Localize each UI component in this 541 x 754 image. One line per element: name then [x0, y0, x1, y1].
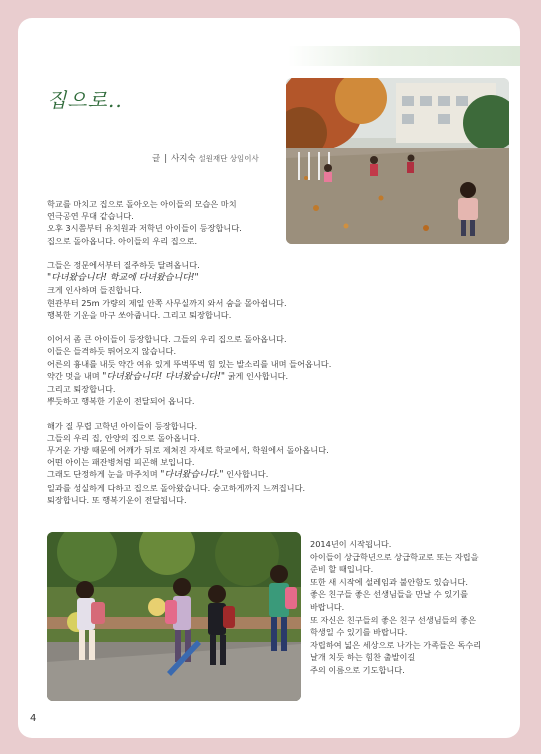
text-segment: 이어서 좀 큰 아이들이 등장합니다. 그들의 우리 집으로 돌아옵니다.	[47, 334, 287, 345]
text-line	[47, 395, 377, 407]
text-line	[47, 259, 377, 271]
text-segment: 인사합니다.	[223, 469, 269, 480]
text-line	[47, 370, 377, 383]
handwritten-quote: "다녀왔습니다! 다녀왔습니다!"	[102, 371, 225, 382]
text-line	[47, 198, 377, 210]
paragraph	[47, 198, 377, 247]
side-text-line: 또한 새 시작에 설레임과 불안함도 있습니다.	[310, 576, 468, 587]
text-line	[47, 494, 377, 506]
text-segment: 그들의 우리 집, 안양의 집으로 돌아옵니다.	[47, 432, 200, 443]
paragraph	[47, 420, 377, 506]
article-body	[47, 198, 377, 518]
text-line	[47, 456, 377, 468]
text-line	[47, 482, 377, 494]
side-text	[310, 538, 510, 677]
byline	[152, 152, 259, 164]
side-text-line: 2014년이 시작됩니다.	[310, 539, 392, 549]
handwritten-quote: "다녀왔습니다! 학교에 다녀왔습니다!"	[47, 273, 199, 284]
text-segment: 연극공연 무대 같습니다.	[47, 211, 134, 222]
text-line	[47, 222, 377, 234]
text-line	[47, 235, 377, 247]
side-text-line: 바랍니다.	[310, 601, 345, 612]
text-segment: 어떤 아이는 패잔병처럼 피곤해 보입니다.	[47, 457, 195, 468]
side-text-line: 학생일 수 있기를 바랍니다.	[310, 627, 408, 638]
byline-separator: |	[164, 154, 168, 164]
handwritten-quote: "다녀왔습니다."	[160, 470, 224, 481]
article-title: 집으로..	[47, 88, 123, 112]
text-line	[47, 271, 377, 284]
header-accent-band	[288, 46, 520, 66]
text-line	[47, 210, 377, 222]
text-segment: 해가 질 무렵 고학년 아이들이 등장합니다.	[47, 420, 198, 431]
side-text-line: 날개 치듯 하는 힘찬 출발이길	[310, 652, 416, 663]
text-line	[47, 432, 377, 444]
side-text-line: 주의 이름으로 기도합니다.	[310, 664, 405, 675]
text-segment: 굵게 인사합니다.	[224, 370, 289, 381]
text-segment: 그래도 단정하게 눈을 마주치며	[47, 469, 161, 480]
text-segment: 행복한 기운을 마구 쏘아줍니다. 그리고 퇴장합니다.	[47, 309, 232, 320]
text-segment: 현관부터 25m 가량의 제일 안쪽 사무실까지 와서 숨을 몰아쉽니다.	[47, 297, 287, 308]
text-line	[47, 345, 377, 357]
side-text-line: 자립하여 넓은 세상으로 나가는 가족들은 독수리	[310, 639, 482, 650]
text-line	[47, 309, 377, 321]
photo-children-going-to-school	[47, 532, 301, 701]
side-text-line: 또 자신은 친구들의 좋은 친구 선생님들의 좋은	[310, 614, 476, 625]
paragraph	[47, 333, 377, 407]
text-segment: 약간 멋을 내며	[47, 370, 103, 381]
text-segment: 일과를 성실하게 다하고 집으로 돌아왔습니다. 숭고하게까지 느껴집니다.	[47, 482, 306, 493]
text-segment: 퇴장합니다. 또 행복기운이 전달됩니다.	[47, 494, 187, 505]
text-segment: 뿌듯하고 행복한 기운이 전달되어 옵니다.	[47, 396, 195, 407]
side-text-line: 준비 할 때입니다.	[310, 564, 374, 575]
text-segment: 크게 인사하며 들진합니다.	[47, 285, 142, 296]
page-number: 4	[30, 713, 37, 724]
text-line	[47, 297, 377, 309]
document-page	[18, 18, 520, 738]
text-segment: 집으로 돌아옵니다. 아이들의 우리 집으로.	[47, 235, 198, 246]
text-line	[47, 468, 377, 481]
text-line	[47, 383, 377, 395]
text-segment: 오후 3시쯤부터 유치원과 저학년 아이들이 등장합니다.	[47, 223, 242, 234]
text-segment: 학교를 마치고 집으로 돌아오는 아이들의 모습은 마치	[47, 199, 237, 209]
side-text-line: 아이들이 상급학년으로 상급학교로 또는 자립을	[310, 551, 479, 562]
text-segment: 이들은 들격하듯 뛰어오지 않습니다.	[47, 346, 177, 357]
byline-label: 글	[152, 154, 161, 164]
text-line	[47, 420, 377, 432]
text-line	[47, 358, 377, 370]
paragraph	[47, 259, 377, 321]
text-segment: 무거운 가방 때문에 어깨가 뒤로 제쳐진 자세로 학교에서, 학원에서 돌아옵니다.	[47, 445, 329, 456]
text-segment: 어른의 흉내를 내듯 약간 여유 있게 뚜벅뚜벅 힘 있는 발소리를 내며 들어옵니다.	[47, 358, 332, 369]
text-line	[47, 333, 377, 345]
byline-role: 설원재단 상임이사	[198, 154, 259, 163]
text-line	[47, 284, 377, 296]
text-line	[47, 444, 377, 456]
byline-author: 사지숙	[171, 154, 196, 164]
text-segment: 그들은 정문에서부터 질주하듯 달려옵니다.	[47, 260, 200, 270]
text-segment: 그리고 퇴장합니다.	[47, 384, 116, 395]
side-text-line: 좋은 친구들 좋은 선생님들을 만날 수 있기를	[310, 589, 468, 600]
